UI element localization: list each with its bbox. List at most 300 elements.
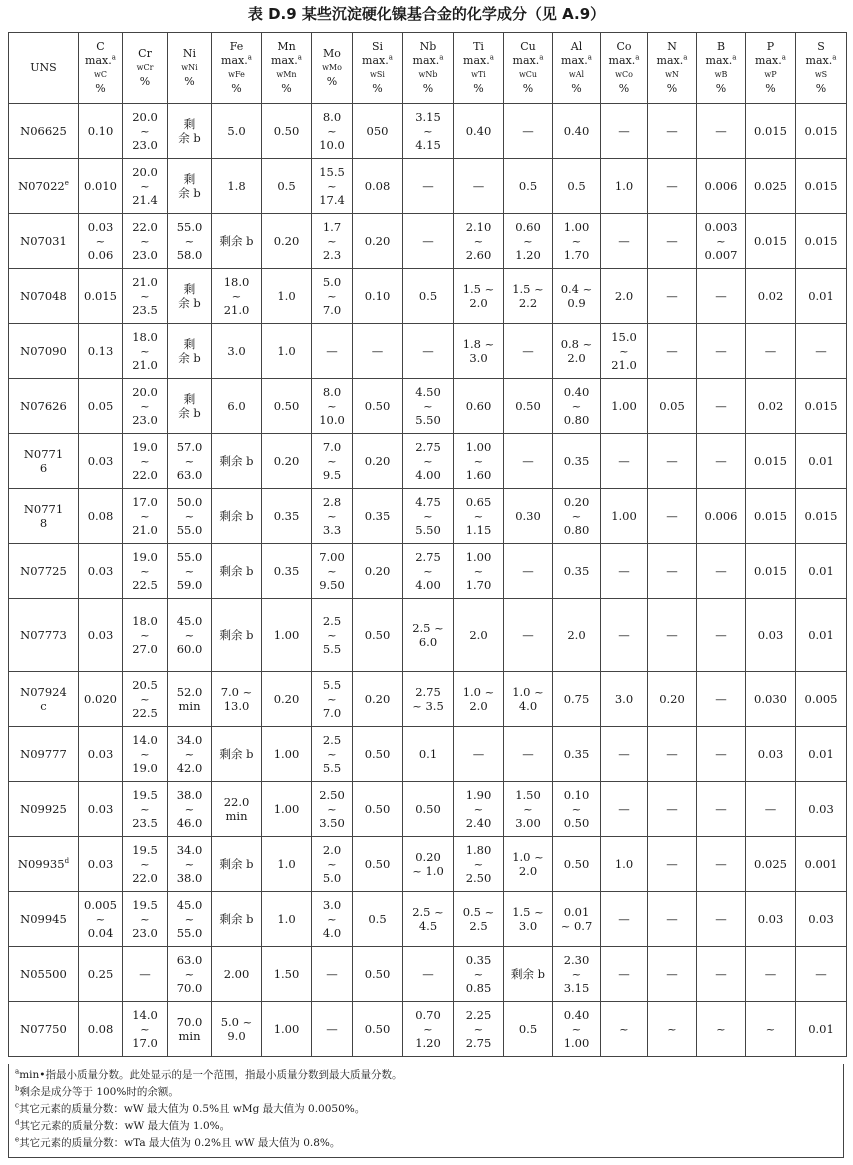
value-cell [454,837,504,892]
cell-value: 0.03 [757,747,784,761]
uns-number: N09925 [20,802,67,816]
cell-value: 1.0 [614,179,634,193]
cell-value: 0.10 [87,124,114,138]
value-cell [312,599,353,672]
footnote-mark: a [732,53,737,62]
cell-value: — [618,234,630,248]
value-cell [123,159,168,214]
mass-fraction-symbol: wNb [418,70,438,79]
unit-label: % [281,82,292,95]
cell-value: 1.0 ~ 4.0 [512,685,544,713]
value-cell [79,599,123,672]
cell-value: 0.70 ~ 1.20 [415,1008,441,1050]
cell-value: 1.0 [277,289,296,303]
unit-label: % [473,82,484,95]
value-cell [553,379,601,434]
cell-value: 剩 余 b [178,282,201,310]
value-cell [746,104,796,159]
cell-value: 0.01 [808,628,834,642]
value-cell [212,159,262,214]
cell-value: 0.1 [418,747,438,761]
footnote-mark: a [539,53,544,62]
value-cell [746,324,796,379]
cell-value: — [764,344,777,358]
cell-value: 剩 余 b [178,337,201,365]
cell-value: — [422,234,434,248]
value-cell [746,892,796,947]
cell-value: 0.03 [808,912,834,926]
element-symbol: Nb [419,40,437,53]
value-cell [123,672,168,727]
table-row [9,782,847,837]
cell-value: 1.7 ~ 2.3 [322,220,342,262]
cell-value: 剩余 b [219,564,254,578]
value-cell [312,782,353,837]
cell-value: 1.0 [277,344,296,358]
value-cell [312,269,353,324]
value-cell [648,379,697,434]
value-cell [796,837,847,892]
value-cell [746,269,796,324]
value-cell [697,599,746,672]
cell-value: — [618,747,630,761]
value-cell [403,159,454,214]
cell-value: 0.60 [465,399,492,413]
value-cell [601,489,648,544]
uns-cell [9,782,79,837]
cell-value: 0.5 [567,179,586,193]
uns-cell [9,672,79,727]
element-symbol: Fe [229,40,244,53]
cell-value: 剩 余 b [178,172,201,200]
value-cell [697,489,746,544]
value-cell [648,672,697,727]
cell-value: — [666,509,678,523]
footnote-mark: a [587,53,592,62]
value-cell [454,214,504,269]
value-cell [648,104,697,159]
cell-value: 0.01 [808,564,834,578]
value-cell [697,214,746,269]
cell-value: 1.80 ~ 2.50 [465,843,492,885]
cell-value: 0.006 [704,509,738,523]
value-cell [212,782,262,837]
value-cell [353,1002,403,1057]
value-cell [504,1002,553,1057]
value-cell [454,782,504,837]
value-cell [504,104,553,159]
footnote-mark: a [111,53,116,62]
value-cell [123,269,168,324]
value-cell [746,947,796,1002]
cell-value: — [666,289,678,303]
col-header-al [553,33,601,104]
value-cell [79,892,123,947]
value-cell [403,782,454,837]
value-cell [796,379,847,434]
max-text: max. [512,54,540,67]
cell-value: 0.015 [754,234,787,248]
cell-value: 剩余 b [219,234,254,248]
cell-value: 1.0 ~ 2.0 [462,685,495,713]
mass-fraction-symbol: wAl [568,70,585,79]
max-label [796,54,846,68]
mass-fraction-symbol: wMn [276,70,297,79]
value-cell [553,892,601,947]
value-cell [601,269,648,324]
cell-value: 2.50 ~ 3.50 [319,788,345,830]
table-row [9,727,847,782]
max-label [454,54,503,68]
cell-value: 0.01 [808,1022,834,1036]
value-cell [353,544,403,599]
cell-value: 0.005 [804,692,838,706]
value-cell [454,672,504,727]
value-cell [454,1002,504,1057]
value-cell [312,892,353,947]
cell-value: 0.015 [754,509,787,523]
footnote-mark: a [832,53,837,62]
cell-value: — [666,564,678,578]
value-cell [746,379,796,434]
mass-fraction-symbol: wP [764,70,777,79]
cell-value: 19.0 ~ 22.5 [132,550,158,592]
value-cell [601,1002,648,1057]
value-cell [403,214,454,269]
cell-value: — [666,912,678,926]
value-cell [648,159,697,214]
cell-value: 1.5 ~ 3.0 [512,905,544,933]
value-cell [796,269,847,324]
value-cell [168,947,212,1002]
cell-value: 0.20 ~ 1.0 [412,850,444,878]
cell-value: 0.10 ~ 0.50 [563,788,590,830]
table-row [9,489,847,544]
value-cell [504,214,553,269]
cell-value: — [422,344,434,358]
max-text: max. [412,54,440,67]
max-label [553,54,600,68]
footnote-mark: e [64,179,69,188]
value-cell [601,782,648,837]
mass-fraction-symbol: wSi [370,70,385,79]
cell-value: 14.0 ~ 17.0 [132,1008,158,1050]
cell-value: 45.0 ~ 55.0 [176,898,203,940]
value-cell [403,599,454,672]
cell-value: ~ [619,1022,629,1036]
cell-value: 0.03 [87,857,114,871]
cell-value: 0.015 [804,124,838,138]
col-header-mn [262,33,312,104]
table-row [9,379,847,434]
table-row [9,599,847,672]
value-cell [79,727,123,782]
value-cell [454,159,504,214]
unit-label: % [571,82,582,95]
cell-value: 1.00 [273,747,300,761]
value-cell [601,544,648,599]
value-cell [454,324,504,379]
uns-cell [9,434,79,489]
footnote-line [15,1084,837,1101]
col-header-nb [403,33,454,104]
cell-value: 0.30 [515,509,541,523]
uns-number: N07773 [20,628,67,642]
value-cell [746,544,796,599]
value-cell [353,599,403,672]
cell-value: 2.5 ~ 6.0 [412,621,444,649]
value-cell [262,104,312,159]
element-symbol: Mo [323,47,341,60]
uns-number: N05500 [20,967,67,981]
element-symbol: C [96,40,105,53]
value-cell [353,837,403,892]
col-header-fe [212,33,262,104]
value-cell [403,1002,454,1057]
value-cell [262,727,312,782]
value-cell [79,782,123,837]
col-header-ti [454,33,504,104]
cell-value: 剩余 b [219,747,254,761]
value-cell [262,489,312,544]
value-cell [212,672,262,727]
cell-value: 21.0 ~ 23.5 [132,275,158,317]
value-cell [262,324,312,379]
cell-value: 剩余 b [219,912,254,926]
cell-value: 5.0 ~ 7.0 [322,275,342,317]
cell-value: 剩余 b [219,857,254,871]
value-cell [353,727,403,782]
cell-value: — [666,234,678,248]
value-cell [403,379,454,434]
value-cell [648,947,697,1002]
col-header-mo [312,33,353,104]
max-label [746,54,795,68]
cell-value: 1.00 [273,802,300,816]
mass-fraction-symbol: wTi [471,70,486,79]
uns-number: N07022 [18,179,65,193]
value-cell [168,837,212,892]
cell-value: 0.50 [364,747,391,761]
value-cell [697,324,746,379]
value-cell [123,1002,168,1057]
max-label [262,54,311,68]
cell-value: 3.0 ~ 4.0 [322,898,342,940]
unit-label: % [422,82,434,95]
value-cell [697,544,746,599]
value-cell [553,489,601,544]
value-cell [262,947,312,1002]
cell-value: — [522,747,534,761]
cell-value: 55.0 ~ 58.0 [176,220,203,262]
element-symbol: N [667,40,677,53]
cell-value: 0.50 [364,628,391,642]
cell-value: 0.015 [754,124,787,138]
value-cell [262,544,312,599]
value-cell [504,599,553,672]
col-header-b [697,33,746,104]
cell-value: — [522,344,534,358]
uns-cell [9,544,79,599]
footnote-line [15,1118,837,1135]
table-row [9,837,847,892]
cell-value: — [618,124,630,138]
mass-fraction-symbol: wCr [136,63,154,72]
cell-value: 0.03 [87,454,114,468]
value-cell [697,727,746,782]
cell-value: 1.8 [227,179,246,193]
value-cell [746,159,796,214]
value-cell [79,104,123,159]
footnote-mark: a [489,53,494,62]
value-cell [697,892,746,947]
cell-value: — [522,628,534,642]
cell-value: ~ [716,1022,726,1036]
cell-value: — [326,967,338,981]
value-cell [454,599,504,672]
col-header-ni [168,33,212,104]
value-cell [553,544,601,599]
cell-value: 1.00 [273,628,300,642]
cell-value: 34.0 ~ 42.0 [176,733,203,775]
unit-label: % [715,82,727,95]
uns-number: N06625 [20,124,67,138]
value-cell [504,947,553,1002]
cell-value: — [764,802,777,816]
cell-value: — [666,628,678,642]
value-cell [168,214,212,269]
value-cell [168,672,212,727]
cell-value: 2.5 ~ 5.5 [322,733,342,775]
unit-label: % [666,82,678,95]
value-cell [796,214,847,269]
value-cell [403,104,454,159]
value-cell [648,599,697,672]
value-cell [454,892,504,947]
cell-value: 剩余 b [510,967,546,981]
footnote-mark: c [15,1101,19,1110]
value-cell [168,104,212,159]
table-row [9,947,847,1002]
cell-value: — [715,564,727,578]
element-symbol: Ni [182,47,197,60]
cell-value: 1.8 ~ 3.0 [462,337,495,365]
cell-value: 0.03 ~ 0.06 [87,220,114,262]
value-cell [353,672,403,727]
value-cell [697,947,746,1002]
col-header-c [79,33,123,104]
cell-value: — [715,692,727,706]
uns-cell [9,892,79,947]
cell-value: — [715,344,727,358]
cell-value: 0.015 [804,509,838,523]
cell-value: — [422,967,434,981]
uns-number: N09945 [20,912,67,926]
value-cell [553,727,601,782]
value-cell [796,599,847,672]
cell-value: 3.0 [227,344,246,358]
footnote-mark: b [15,1084,20,1093]
cell-value: 38.0 ~ 46.0 [176,788,203,830]
value-cell [504,269,553,324]
value-cell [796,1002,847,1057]
value-cell [168,269,212,324]
max-text: max. [755,54,782,67]
cell-value: 0.50 [364,857,391,871]
cell-value: 0.05 [659,399,685,413]
value-cell [403,269,454,324]
uns-cell [9,269,79,324]
value-cell [796,434,847,489]
col-header-cr [123,33,168,104]
cell-value: — [715,747,727,761]
cell-value: 0.5 ~ 2.5 [462,905,495,933]
cell-value: — [422,179,434,193]
value-cell [504,837,553,892]
cell-value: 0.50 [364,967,391,981]
cell-value: 0.10 [364,289,391,303]
cell-value: 0.40 ~ 0.80 [563,385,590,427]
value-cell [168,782,212,837]
value-cell [212,104,262,159]
cell-value: 20.5 ~ 22.5 [132,678,158,720]
value-cell [504,159,553,214]
cell-value: 0.5 [518,1022,538,1036]
value-cell [168,159,212,214]
cell-value: 7.00 ~ 9.50 [319,550,345,592]
value-cell [262,214,312,269]
value-cell [648,1002,697,1057]
cell-value: 2.10 ~ 2.60 [465,220,492,262]
value-cell [553,782,601,837]
value-cell [648,324,697,379]
value-cell [123,782,168,837]
cell-value: — [522,454,534,468]
table-row [9,1002,847,1057]
cell-value: 0.20 [364,234,391,248]
cell-value: 5.0 [227,124,246,138]
footnote-mark: a [297,53,302,62]
value-cell [454,379,504,434]
value-cell [312,324,353,379]
unit-label: % [184,75,195,88]
cell-value: — [666,967,678,981]
cell-value: 1.00 ~ 1.70 [465,550,492,592]
uns-cell [9,947,79,1002]
cell-value: 0.20 [364,692,391,706]
uns-cell [9,214,79,269]
footnote-mark: a [388,53,393,62]
cell-value: — [666,124,678,138]
value-cell [168,324,212,379]
value-cell [168,544,212,599]
value-cell [353,104,403,159]
cell-value: — [666,857,678,871]
value-cell [168,1002,212,1057]
cell-value: 1.50 ~ 3.00 [515,788,541,830]
value-cell [796,727,847,782]
col-header-n [648,33,697,104]
cell-value: 1.00 [273,1022,300,1036]
table-row [9,544,847,599]
value-cell [123,434,168,489]
footnote-line [15,1067,837,1084]
cell-value: 22.0 min [223,795,250,823]
value-cell [79,214,123,269]
unit-label: % [139,75,151,88]
value-cell [212,489,262,544]
value-cell [553,269,601,324]
